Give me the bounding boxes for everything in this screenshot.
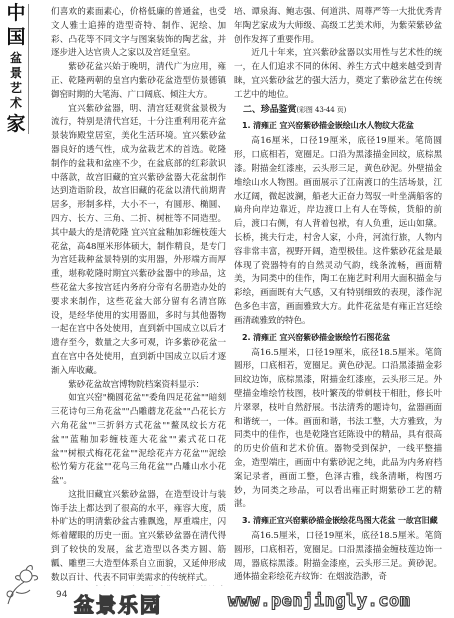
body-paragraph: 近几十年来，宜兴紫砂盆器以实用性与艺术性的统一，在人们追求不同的休闲、养生方式中越来越受到青睐，宜兴紫砂盆艺的强大活力，奠定了紫砂盆艺在传统工艺中的地位。 — [234, 48, 442, 100]
body-paragraph — [51, 585, 226, 586]
logo-char-pen: 盆 — [9, 51, 22, 65]
item-title: 3. 清雍正宜兴窑紫砂描金嵌绘花鸟图大花盆 一故宫旧藏 — [242, 516, 438, 526]
logo-char-yi: 艺 — [9, 81, 22, 95]
magazine-logo — [4, 4, 29, 134]
body-paragraph: 如宜兴窑"椭圆花盆""委角四足花盆""暗刻三花诗句三角花盆""凸雕蘑龙花盆""凸花长方六角花盆""三折斜方式花盆""鳌凤纹长方花盆""蓝釉加彩缠枝莲大花盆""素式花口花盆""树根式梅花花盆""泥绘花卉方花盆""泥绘松竹菊方花盆""花鸟三角花盆""凸雕山水小花盆"。 — [51, 393, 226, 487]
section-heading — [234, 104, 442, 118]
item-paragraph: 高16厘米，口径19厘米，底径19厘米。笔筒圆形，口底相若，宽圈足。口沿为黑漆描金回纹，底棕黑漆。附描金红漆座，云头形三足，黄色砂泥。外壁描金堆绘山水人物图。画面展示了江南渡口的生活场景，江水辽阔，微起波澜，船老大正奋力驾驭一叶坐满船客的扁舟向岸边靠近，岸边渡口上有人在等候，货船的前后，渡口右侧，有人背着包袱，有人负重，远山如黛。长桥，挑夫行走，村舍人家，小舟，河流行旅，人物内容非常丰富，视野开阔，造型极佳。这件紫砂花盆是最体现了瓷器特有的自然灵动气韵，线条流畅，画面精美，为同类中的佳作，陶工在施艺时利用大面积描金与彩绘，画面既有大气感，又有特别细致的表现，漆作泥色多色丰富，画面雅致大方。此件花盆是有雍正宫廷绘画清疏雅致的特色。 — [234, 136, 442, 326]
body-paragraph: 这批旧藏宜兴紫砂盆器，在造型设计与装饰手法上都达到了很高的水平，雍容大度，质朴旷达的明清紫砂盆古雅飘逸，厚重端庄，闪烁着耀眼的历史一面。宜兴紫砂盆器在清代得到了较快的发展，盆艺造型以各类方圆、筋瓤、雕塑三大造型体系自立面貌，又延伸形成数以百计、代表不同审美需求的传统样式。 — [51, 489, 226, 583]
section-heading-note: (彩图 43-44 页) — [296, 105, 347, 114]
logo-char-jing: 景 — [9, 66, 22, 80]
body-paragraph: 紫砂花盆兴始于晚明，清代广为应用，雍正、乾隆两朝的皇宫内紫砂花盆造型仿景德镇御窑时期的大笔海、广口阔底、倾注大方。 — [51, 62, 226, 100]
item-paragraph: 高16.5厘米，口径19厘米，底径18.5厘米。笔筒圆形，口底相若，宽圈足。口沿黑漆描金缠枝莲边饰一周，器底棕黑漆。附描金漆座，云头形三足。黄砂泥。通体描金彩绘花卉纹饰：在烟波浩渺，奇 — [234, 531, 442, 583]
body-paragraph: 紫砂花盆故宫博物院档案资料显示： — [68, 379, 205, 390]
item-title: 2. 清雍正 宜兴窑紫砂描金嵌绘竹石图花盆 — [242, 332, 391, 342]
section-heading-text: 二、珍品鉴赏 — [243, 104, 297, 115]
page-number: 94 — [56, 590, 68, 600]
section-char: 家 — [6, 113, 26, 135]
body-paragraph: 培、谭泉海、鲍志强、何道洪、周尊严等一大批优秀青年陶艺家成为大师级、高级工艺美术师，为紫荣紫砂盆创作发挥了重要作用。 — [234, 7, 442, 45]
logo-char-shu: 术 — [9, 96, 22, 110]
watermark-site-url: www.penjingly.com — [228, 591, 411, 611]
left-column — [51, 6, 226, 586]
item-title: 1. 清雍正 宜兴窑紫砂描金嵌绘山水人物纹大花盆 — [242, 121, 414, 131]
watermark-site-name: 盆景乐园 — [74, 593, 162, 617]
item-paragraph: 高16.5厘米，口径19厘米，底径18.5厘米。笔筒圆形，口底相若，宽圈足。黄色砂泥。口沿黑漆描金彩回纹边饰，底棕黑漆，附描金红漆座，云头形三足。外壁描金堆绘竹枝图，枝叶繁茂的带刺枝干相肚，修长叶片翠翠，枝叶自然舒展。书法清秀的题诗句，盆器画面和谐统一，一体。画面和谐，书法工整，大方雅致，为同类中的佳作，也是乾隆宫廷陈设中的精品，具有很高的历史价值和艺术价值。器物受到保护，一线平整描金，造型端庄，画面中有紫砂泥之纯，此品为内务府档案记录者，画面工整，色泽古雅，线条清晰，构图巧妙，为同类之珍品，可以看出雍正时期紫砂工艺的精湛。 — [234, 347, 442, 510]
magazine-sidebar — [0, 0, 30, 614]
logo-char-zhong: 中 — [6, 2, 26, 24]
logo-char-guo: 国 — [6, 26, 26, 48]
body-paragraph: 宜兴紫砂盆器，明、清宫廷观赏盆景极为流行，特别是清代宫廷，十分注重利用花卉盆景装饰殿堂居室，美化生活环境。宜兴紫砂盆器良好的透气性，成为盆栽艺术的首选。乾隆制作的盆栽和盆座不少，在盆底部的红彩款识中落款，故宫旧藏的宜兴紫砂盆器大花盆制作达到造诣阶段，故宫旧藏的花盆以清代前期青居多，形制多样，大小不一，有圆形、椭圆、四方、长方、三角、二折、树桩等不同造型。其中最大的是清乾隆 宜兴宜盆釉加彩缠枝莲大花盆，高48厘米形体硕大，制作精良，是专门为宫廷栽种盆景特别的实用器，外形端方而厚重，堪称乾隆时期宜兴紫砂盆器中的珍品，这些花盆大多按宫廷内务府分帝有名册造办处的要求来制作，这些花盆大部分留有名清宫陈设，是经华使用的实用器皿，多时与其他器物一起在宫中各处使用，直到新中国成立以后才遗存至今，数量之大多可观，许多紫砂花盆一直在宫中各处使用，直到新中国成立以后才逐渐入库收藏。 — [51, 103, 226, 376]
body-paragraph: 们喜欢的素面素心，价格低廉的普通盆，也受文人雅士追捧的造型奇特、制作、泥绘、加彩、凸花等不同文字与图案装饰的陶艺盆，并逐步进入达官贵人之家以及宫廷皇室。 — [51, 7, 226, 59]
right-column — [234, 6, 442, 585]
